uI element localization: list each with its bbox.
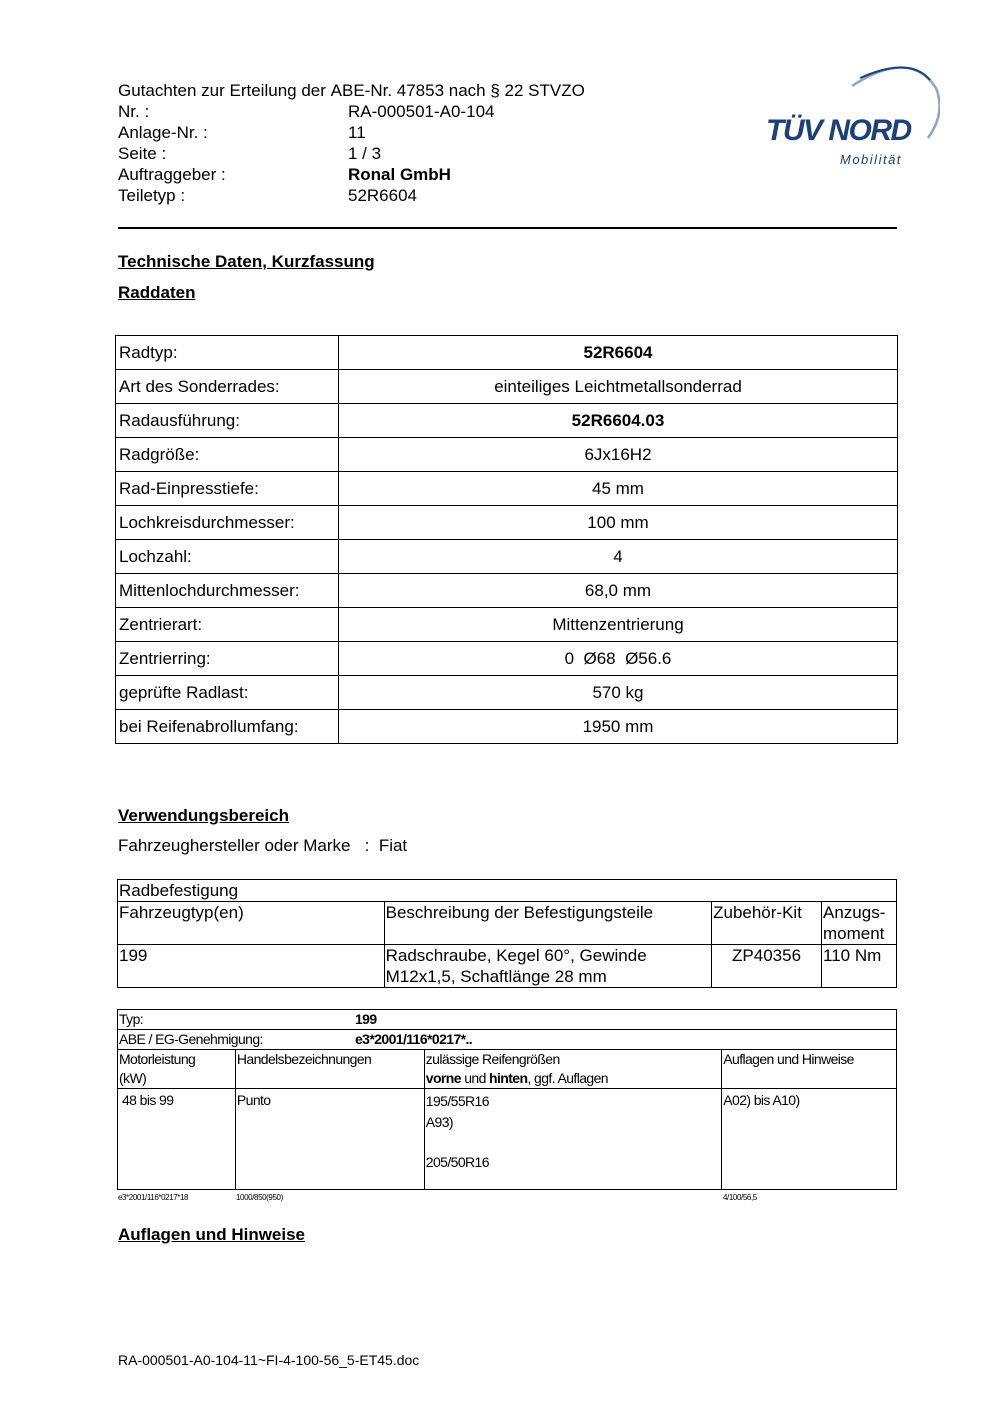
- auflagen-title: Auflagen und Hinweise: [118, 1225, 306, 1244]
- row-value: 0 Ø68 Ø56.6: [339, 642, 898, 676]
- table-row: [118, 880, 897, 902]
- column-header-anzugsmoment: [822, 902, 897, 945]
- column-header-motor: [118, 1050, 236, 1089]
- table-row: [116, 608, 898, 642]
- hersteller-value: Fiat: [378, 836, 408, 855]
- document-header: [118, 80, 585, 206]
- table-row: [116, 642, 898, 676]
- raddaten-title: Raddaten: [118, 283, 196, 302]
- header-title-row: [118, 80, 585, 101]
- table-row: [116, 404, 898, 438]
- cell-motor: 48 bis 99: [118, 1089, 236, 1190]
- cell-auflagen: A02) bis A10): [722, 1089, 897, 1190]
- beschreibung-line: Radschraube, Kegel 60°, Gewinde: [385, 946, 647, 965]
- row-value: 570 kg: [339, 676, 898, 710]
- raddaten-table: [115, 335, 898, 744]
- table-header-row: [118, 1050, 897, 1089]
- header-label: Auftraggeber :: [118, 165, 226, 184]
- row-label: Radtyp:: [116, 336, 339, 370]
- tuv-nord-logo: [760, 58, 940, 168]
- row-label: Zentrierring:: [116, 642, 339, 676]
- hersteller-separator: :: [364, 836, 370, 855]
- row-value: 6Jx16H2: [339, 438, 898, 472]
- row-value: Mittenzentrierung: [339, 608, 898, 642]
- header-part: moment: [823, 924, 885, 943]
- befestigung-title: Radbefestigung: [118, 880, 897, 902]
- typ-row: [118, 1010, 897, 1030]
- abe-value: e3*2001/116*0217*..: [355, 1031, 473, 1047]
- row-label: bei Reifenabrollumfang:: [116, 710, 339, 744]
- row-value: 45 mm: [339, 472, 898, 506]
- reifen-line: 205/50R16: [425, 1154, 489, 1170]
- header-value: 1 / 3: [348, 144, 382, 163]
- column-header: Zubehör-Kit: [712, 902, 822, 945]
- header-part: , ggf. Auflagen: [527, 1070, 608, 1086]
- table-row: [116, 574, 898, 608]
- header-row-teiletyp: [118, 185, 585, 206]
- row-value: einteiliges Leichtmetallsonderrad: [339, 370, 898, 404]
- header-part: Motorleistung: [119, 1051, 196, 1067]
- header-label: Seite :: [118, 144, 167, 163]
- header-part: (kW): [119, 1070, 147, 1086]
- table-row: [116, 676, 898, 710]
- column-header-auflagen: Auflagen und Hinweise: [722, 1050, 897, 1089]
- table-row: [118, 1010, 897, 1030]
- cell-kit: ZP40356: [712, 945, 822, 988]
- table-row: [116, 472, 898, 506]
- column-header-handel: Handelsbezeichnungen: [235, 1050, 424, 1089]
- abe-label: ABE / EG-Genehmigung:: [119, 1031, 263, 1047]
- header-row-nr: [118, 101, 585, 122]
- header-part: zulässige Reifengrößen: [425, 1051, 560, 1067]
- header-value: 11: [348, 123, 366, 142]
- header-row-anlage: [118, 122, 585, 143]
- logo-brand: TÜV NORD: [766, 114, 911, 147]
- header-part: Anzugs-: [823, 903, 886, 922]
- row-label: geprüfte Radlast:: [116, 676, 339, 710]
- hersteller-label: Fahrzeughersteller oder Marke: [118, 836, 351, 855]
- header-label: Nr. :: [118, 102, 150, 121]
- header-label: Anlage-Nr. :: [118, 123, 208, 142]
- table-row: [116, 710, 898, 744]
- table-row: [116, 370, 898, 404]
- table-row: [116, 506, 898, 540]
- table-row: [118, 1089, 897, 1190]
- row-label: Radgröße:: [116, 438, 339, 472]
- logo-tag: Mobilität: [840, 152, 902, 167]
- row-value: 100 mm: [339, 506, 898, 540]
- verwendung-title: Verwendungsbereich: [118, 806, 289, 825]
- cell-reifen: [424, 1089, 721, 1190]
- column-header-reifen: [424, 1050, 721, 1089]
- column-header: Beschreibung der Befestigungsteile: [384, 902, 711, 945]
- footnote-bolt: 4/100/56,5: [723, 1193, 757, 1202]
- cell-beschreibung: [384, 945, 711, 988]
- header-label: Teiletyp :: [118, 186, 186, 205]
- row-value: 52R6604: [339, 336, 898, 370]
- table-header-row: [118, 902, 897, 945]
- header-title-value: ABE-Nr. 47853 nach § 22 STVZO: [330, 81, 585, 100]
- footnote-ec: e3*2001/116*0217*18: [118, 1193, 189, 1202]
- header-title-label: Gutachten zur Erteilung der: [118, 81, 326, 100]
- befestigung-table: [117, 879, 897, 988]
- row-label: Art des Sonderrades:: [116, 370, 339, 404]
- table-row: [116, 438, 898, 472]
- cell-typ: 199: [118, 945, 385, 988]
- header-part: hinten: [489, 1070, 528, 1086]
- footer-filename: RA-000501-A0-104-11~FI-4-100-56_5-ET45.doc: [118, 1352, 420, 1368]
- header-value: RA-000501-A0-104: [348, 102, 495, 121]
- footnote-weights: 1000/850(950): [236, 1193, 283, 1202]
- header-value: Ronal GmbH: [348, 165, 451, 184]
- header-divider: [118, 227, 897, 229]
- header-value: 52R6604: [348, 186, 418, 205]
- row-value: 68,0 mm: [339, 574, 898, 608]
- cell-handel: Punto: [235, 1089, 424, 1190]
- column-header: Fahrzeugtyp(en): [118, 902, 385, 945]
- row-label: Radausführung:: [116, 404, 339, 438]
- row-value: 52R6604.03: [339, 404, 898, 438]
- hersteller-line: [118, 836, 407, 856]
- table-row: [118, 1030, 897, 1050]
- table-row: [116, 336, 898, 370]
- header-row-seite: [118, 143, 585, 164]
- reifen-line: A93): [425, 1113, 453, 1130]
- row-label: Lochzahl:: [116, 540, 339, 574]
- reifen-line: 195/55R16: [425, 1093, 489, 1109]
- typ-table: [117, 1009, 897, 1190]
- beschreibung-line: M12x1,5, Schaftlänge 28 mm: [385, 967, 607, 986]
- cell-moment: 110 Nm: [822, 945, 897, 988]
- header-part: vorne: [425, 1070, 461, 1086]
- row-value: 4: [339, 540, 898, 574]
- table-row: [118, 945, 897, 988]
- reifen-line: [426, 1132, 720, 1152]
- section-title: Technische Daten, Kurzfassung: [118, 252, 375, 271]
- header-part: und: [460, 1070, 490, 1086]
- table-row: [116, 540, 898, 574]
- row-label: Rad-Einpresstiefe:: [116, 472, 339, 506]
- typ-value: 199: [355, 1011, 377, 1027]
- logo-arc-inner: [860, 67, 930, 80]
- row-value: 1950 mm: [339, 710, 898, 744]
- header-row-auftraggeber: [118, 164, 585, 185]
- typ-label: Typ:: [119, 1011, 144, 1027]
- row-label: Lochkreisdurchmesser:: [116, 506, 339, 540]
- row-label: Zentrierart:: [116, 608, 339, 642]
- abe-row: [118, 1030, 897, 1050]
- row-label: Mittenlochdurchmesser:: [116, 574, 339, 608]
